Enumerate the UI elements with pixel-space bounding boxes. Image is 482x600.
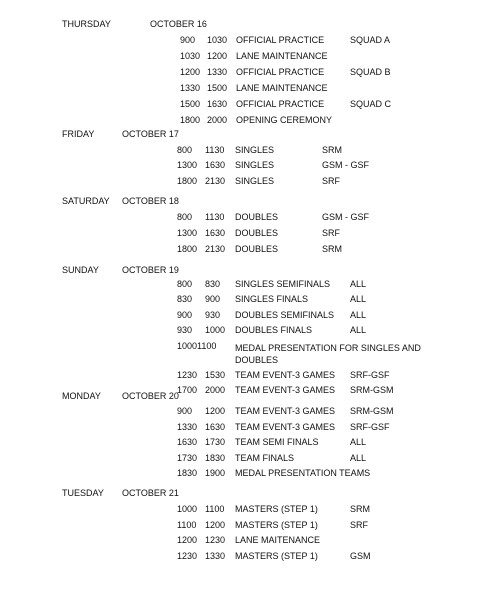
event-name: OPENING CEREMONY <box>236 115 333 125</box>
event-name: MASTERS (STEP 1) <box>235 551 318 561</box>
event-name: MEDAL PRESENTATION TEAMS <box>235 468 371 478</box>
start-time: 1200 <box>177 535 198 545</box>
event-name: SINGLES <box>235 176 275 186</box>
event-name: DOUBLES SEMIFINALS <box>235 310 335 320</box>
end-time: 2130 <box>205 176 226 186</box>
start-time: 1800 <box>177 176 198 186</box>
start-time: 1030 <box>180 51 201 61</box>
event-name: DOUBLES FINALS <box>235 325 313 335</box>
start-time: 900 <box>180 35 196 45</box>
event-name: TEAM SEMI FINALS <box>235 437 319 447</box>
event-name: OFFICIAL PRACTICE <box>236 67 325 77</box>
start-time: 1100 <box>177 520 197 530</box>
start-time: 1230 <box>177 551 198 561</box>
end-time: 1630 <box>205 160 226 170</box>
group-label: SQUAD B <box>350 67 391 77</box>
end-time: 1000 <box>205 325 226 335</box>
day-date: OCTOBER 21 <box>122 488 179 498</box>
event-name: TEAM FINALS <box>235 453 295 463</box>
group-label: SRM <box>322 145 342 155</box>
group-label: SRM <box>350 504 370 514</box>
start-time: 800 <box>177 212 193 222</box>
end-time: 1100 <box>205 504 225 514</box>
end-time: 2000 <box>207 115 228 125</box>
event-name: TEAM EVENT-3 GAMES <box>235 385 336 395</box>
end-time: 1200 <box>205 520 226 530</box>
day-name: MONDAY <box>62 391 101 401</box>
event-name: OFFICIAL PRACTICE <box>236 35 325 45</box>
start-time: 1330 <box>180 83 201 93</box>
event-name: TEAM EVENT-3 GAMES <box>235 370 336 380</box>
group-label: GSM - GSF <box>322 212 369 222</box>
start-time: 830 <box>177 294 193 304</box>
end-time: 1130 <box>205 145 225 155</box>
group-label: ALL <box>350 279 367 289</box>
event-name: MASTERS (STEP 1) <box>235 520 318 530</box>
group-label: ALL <box>350 325 367 335</box>
end-time: 1130 <box>205 212 225 222</box>
end-time: 900 <box>205 294 221 304</box>
event-name: DOUBLES <box>235 212 279 222</box>
end-time: 2000 <box>205 385 226 395</box>
end-time: 1330 <box>205 551 226 561</box>
end-time: 1630 <box>207 99 228 109</box>
end-time: 1030 <box>207 35 228 45</box>
end-time: 1200 <box>207 51 228 61</box>
start-time: 800 <box>177 145 193 155</box>
group-label: SRF-GSF <box>350 370 390 380</box>
event-name: TEAM EVENT-3 GAMES <box>235 406 336 416</box>
group-label: SRF <box>322 176 340 186</box>
event-name: TEAM EVENT-3 GAMES <box>235 422 336 432</box>
end-time: 1530 <box>205 370 226 380</box>
start-time: 930 <box>177 325 193 335</box>
group-label: GSM <box>350 551 371 561</box>
event-name: DOUBLES <box>235 228 279 238</box>
event-name: LANE MAITENANCE <box>235 535 321 545</box>
group-label: SQUAD A <box>350 35 391 45</box>
end-time: 2130 <box>205 244 226 254</box>
end-time: 1900 <box>205 468 226 478</box>
end-time: 1230 <box>205 535 226 545</box>
time-range: 10001100 <box>177 341 217 351</box>
day-date: OCTOBER 16 <box>150 19 207 29</box>
event-name: OFFICIAL PRACTICE <box>236 99 325 109</box>
end-time: 1830 <box>205 453 226 463</box>
group-label: ALL <box>350 294 367 304</box>
group-label: SRM-GSM <box>350 406 394 416</box>
start-time: 1230 <box>177 370 198 380</box>
group-label: SQUAD C <box>350 99 392 109</box>
start-time: 1630 <box>177 437 198 447</box>
end-time: 830 <box>205 279 221 289</box>
event-name: SINGLES <box>235 145 275 155</box>
group-label: GSM - GSF <box>322 160 369 170</box>
group-label: ALL <box>350 437 367 447</box>
start-time: 900 <box>177 406 193 416</box>
day-name: TUESDAY <box>62 488 104 498</box>
group-label: SRM <box>322 244 342 254</box>
group-label: ALL <box>350 310 367 320</box>
start-time: 1800 <box>177 244 198 254</box>
group-label: SRF <box>322 228 340 238</box>
start-time: 1500 <box>180 99 201 109</box>
event-name: SINGLES <box>235 160 275 170</box>
event-name: MEDAL PRESENTATION FOR SINGLES AND DOUBLES <box>235 343 421 365</box>
end-time: 1330 <box>207 67 228 77</box>
end-time: 1630 <box>205 422 226 432</box>
group-label: SRF <box>350 520 368 530</box>
group-label: SRF-GSF <box>350 422 390 432</box>
day-date: OCTOBER 20 <box>122 391 179 401</box>
end-time: 1200 <box>205 406 226 416</box>
day-date: OCTOBER 19 <box>122 265 179 275</box>
day-date: OCTOBER 17 <box>122 129 179 139</box>
end-time: 1730 <box>205 437 226 447</box>
start-time: 1300 <box>177 228 198 238</box>
start-time: 1700 <box>177 385 198 395</box>
end-time: 930 <box>205 310 221 320</box>
group-label: ALL <box>350 453 367 463</box>
event-name: MASTERS (STEP 1) <box>235 504 318 514</box>
event-name: LANE MAINTENANCE <box>236 83 328 93</box>
day-name: FRIDAY <box>62 129 95 139</box>
start-time: 1800 <box>180 115 201 125</box>
event-name: SINGLES SEMIFINALS <box>235 279 331 289</box>
start-time: 800 <box>177 279 193 289</box>
day-name: SUNDAY <box>62 265 99 275</box>
day-name: SATURDAY <box>62 196 110 206</box>
start-time: 1830 <box>177 468 198 478</box>
event-name: SINGLES FINALS <box>235 294 309 304</box>
start-time: 1330 <box>177 422 198 432</box>
start-time: 900 <box>177 310 193 320</box>
start-time: 1000 <box>177 504 198 514</box>
day-date: OCTOBER 18 <box>122 196 179 206</box>
start-time: 1300 <box>177 160 198 170</box>
event-name: LANE MAINTENANCE <box>236 51 328 61</box>
start-time: 1200 <box>180 67 201 77</box>
day-name: THURSDAY <box>62 19 111 29</box>
end-time: 1500 <box>207 83 228 93</box>
start-time: 1730 <box>177 453 198 463</box>
event-name: DOUBLES <box>235 244 279 254</box>
group-label: SRM-GSM <box>350 385 394 395</box>
end-time: 1630 <box>205 228 226 238</box>
